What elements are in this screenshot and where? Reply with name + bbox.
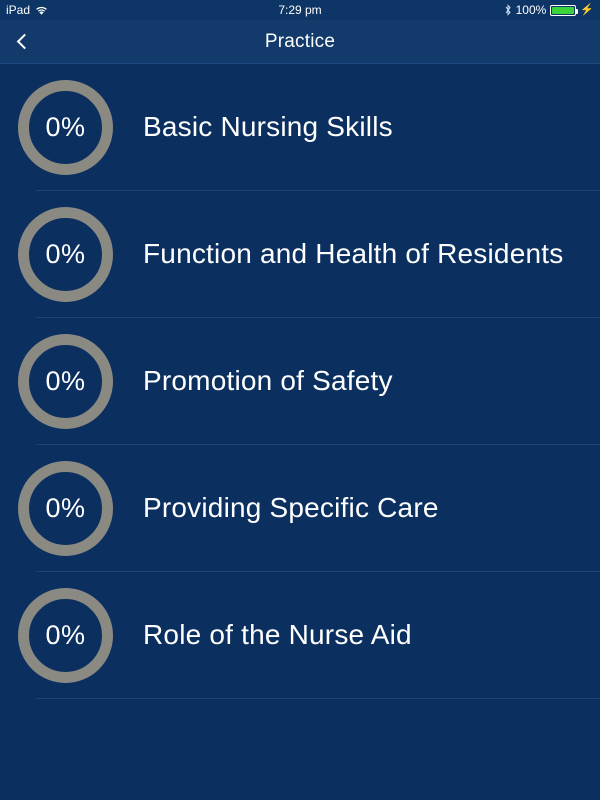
progress-ring	[18, 80, 113, 175]
navigation-bar	[0, 20, 600, 64]
progress-value: 0%	[45, 492, 86, 523]
list-item[interactable]	[0, 572, 600, 698]
list-item-label: Providing Specific Care	[143, 492, 439, 523]
progress-value: 0%	[45, 111, 86, 142]
progress-value: 0%	[45, 365, 86, 396]
practice-topic-list	[0, 64, 600, 800]
list-separator	[36, 698, 600, 699]
status-bar-right	[504, 0, 594, 20]
progress-value: 0%	[45, 238, 86, 269]
list-item-label: Role of the Nurse Aid	[143, 619, 412, 650]
status-bar	[0, 0, 600, 20]
progress-ring	[18, 461, 113, 556]
lightning-bolt-icon: ⚡	[580, 3, 594, 16]
page-title: Practice	[264, 30, 336, 52]
list-item[interactable]	[0, 318, 600, 444]
status-bar-time: 7:29 pm	[278, 3, 322, 17]
bluetooth-icon	[504, 4, 512, 16]
list-item[interactable]	[0, 445, 600, 571]
progress-value: 0%	[45, 619, 86, 650]
back-button[interactable]	[0, 20, 44, 64]
list-item-label: Promotion of Safety	[143, 365, 393, 396]
device-label: iPad	[6, 3, 31, 17]
list-item-label: Function and Health of Residents	[143, 238, 564, 269]
battery-icon	[550, 5, 576, 16]
battery-percent-label: 100%	[515, 3, 547, 17]
progress-ring	[18, 207, 113, 302]
progress-ring	[18, 334, 113, 429]
list-item[interactable]	[0, 64, 600, 190]
list-item[interactable]	[0, 191, 600, 317]
chevron-left-icon	[16, 34, 32, 50]
progress-ring	[18, 588, 113, 683]
list-item-label: Basic Nursing Skills	[143, 111, 393, 142]
